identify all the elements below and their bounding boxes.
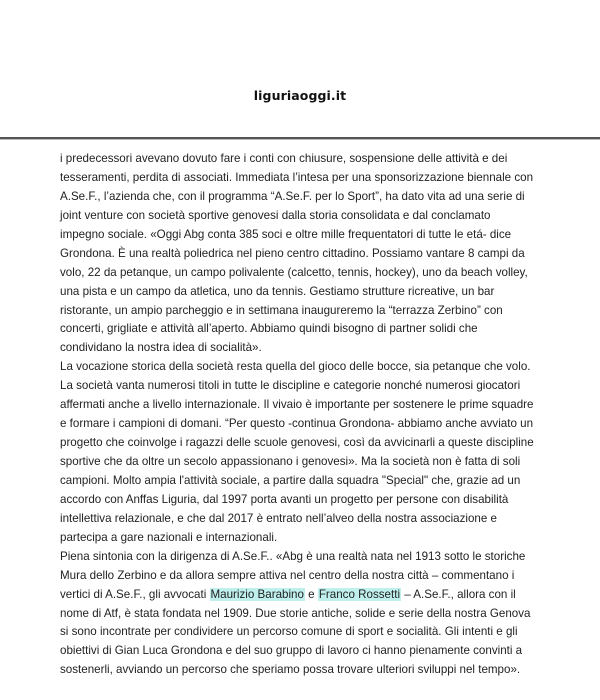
article-line: La società vanta numerosi titoli in tutte le discipline e categorie nonché numerosi giocatori bbox=[60, 379, 521, 393]
article-line: intellettiva relazionale, e che dal 2017 è entrato nell’alveo della nostra associazione e bbox=[60, 511, 497, 525]
article-line: e formare i campioni di domani. “Per questo -continua Grondona- abbiamo anche avviato un bbox=[60, 417, 534, 431]
article-line: progetto che coinvolge i ragazzi delle scuole genovesi, così da avvicinarli a queste discipline bbox=[60, 436, 534, 450]
article-line: Mura dello Zerbino e da allora sempre attiva nel centro della nostra città – commentano i bbox=[60, 568, 515, 582]
article-body bbox=[60, 150, 595, 680]
article-line: concerti, grigliate e attività all’aperto. Abbiamo quindi bisogno di partner solidi che bbox=[60, 322, 478, 336]
highlighted-name-barabino: Maurizio Barabino bbox=[210, 587, 304, 601]
article-line: accordo con Anffas Liguria, dal 1997 porta avanti un progetto per persone con disabilità bbox=[60, 492, 509, 506]
highlighted-name-rossetti: Franco Rossetti bbox=[318, 587, 401, 601]
article-line: nome di Atf, è stata fondata nel 1909. Due storie antiche, solide e serie della nostra Genova bbox=[60, 606, 531, 620]
article-line: condividano la nostra idea di socialità». bbox=[60, 341, 262, 355]
article-line: sostenerli, avviando un percorso che speriamo possa trovare ulteriori sviluppi nel tempo». bbox=[60, 663, 521, 677]
article-line: volo, 22 da petanque, un campo polivalente (calcetto, tennis, hockey), uno da beach volley, bbox=[60, 265, 528, 279]
site-name: liguriaoggi.it bbox=[253, 88, 347, 103]
article-line: tesseramenti, perdita di associati. Immediata l’intesa per una sponsorizzazione biennale con bbox=[60, 170, 534, 184]
article-line: La vocazione storica della società resta quella del gioco delle bocce, sia petanque che volo. bbox=[60, 360, 531, 374]
article-line: joint venture con società sportive genovesi dalla storia consolidata e dal conclamato bbox=[60, 208, 491, 222]
article-line: obiettivi di Gian Luca Grondona e del suo gruppo di lavoro ci hanno pienamente convinti a bbox=[60, 644, 523, 658]
article-line: ristorante, un ampio parcheggio e in settimana inaugureremo la “terrazza Zerbino” con bbox=[60, 303, 503, 317]
masthead bbox=[0, 0, 600, 124]
article-line: Grondona. È una realtà poliedrica nel pieno centro cittadino. Possiamo vantare 8 campi da bbox=[60, 246, 525, 260]
article-line: sportive che da oltre un secolo appassionano i genovesi». Ma la società non è fatta di soli bbox=[60, 455, 521, 468]
line-text-before: vertici di A.Se.F., gli avvocati bbox=[60, 587, 210, 601]
article-line: affermati anche a livello internazionale. Il vivaio è importante per sostenere le prime squadre bbox=[60, 398, 534, 412]
article-line: campioni. Molto ampia l'attività sociale, a partire dalla squadra "Special" che, grazie ad un bbox=[60, 473, 521, 487]
header-divider bbox=[0, 137, 600, 140]
article-line: una pista e un campo da atletica, uno da tennis. Gestiamo strutture ricreative, un bar bbox=[60, 284, 495, 298]
line-text-after: – A.Se.F., allora con il bbox=[401, 587, 516, 601]
line-text-middle: e bbox=[304, 587, 318, 601]
article-line: A.Se.F., l’azienda che, con il programma “A.Se.F. per lo Sport”, ha dato vita ad una serie di bbox=[60, 189, 525, 203]
article-line: Piena sintonia con la dirigenza di A.Se.F.. «Abg è una realtà nata nel 1913 sotto le storiche bbox=[60, 549, 526, 563]
article-line: impegno sociale. «Oggi Abg conta 385 soci e oltre mille frequentatori di tutte le etá- dice bbox=[60, 227, 512, 241]
article-line: i predecessori avevano dovuto fare i conti con chiusure, sospensione delle attività e dei bbox=[60, 152, 508, 165]
article-line-highlighted bbox=[60, 586, 595, 605]
article-line: si sono incontrate per condividere un percorso comune di sport e socialità. Gli intenti e gli bbox=[60, 625, 518, 639]
article-line: partecipa a gare nazionali e internazionali. bbox=[60, 530, 278, 544]
